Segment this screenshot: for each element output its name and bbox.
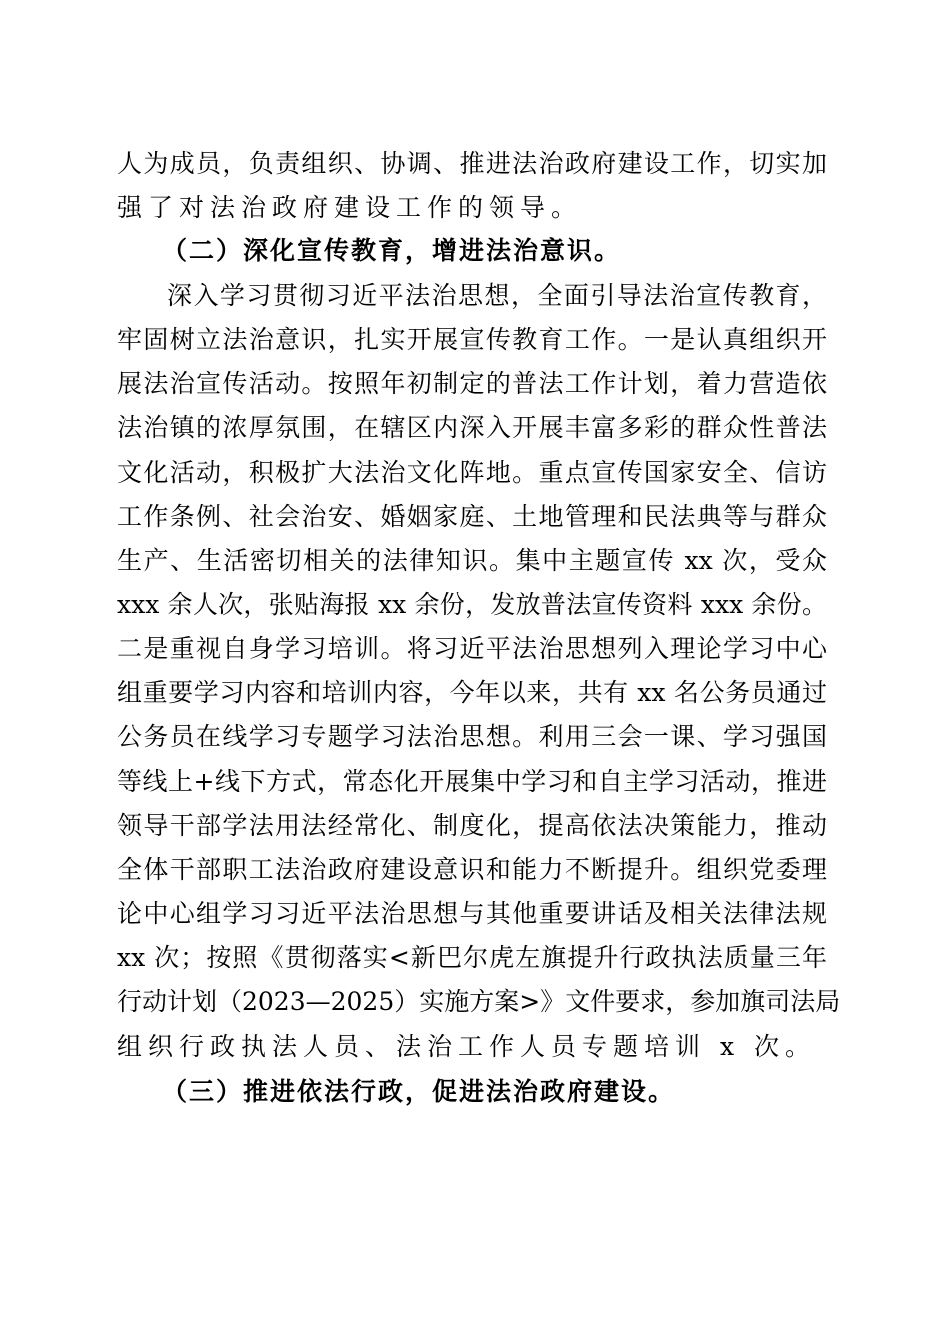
body-text-line: 行动计划（2023—2025）实施方案>》文件要求，参加旗司法局 [117,987,841,1016]
body-text-line: 生产、生活密切相关的法律知识。集中主题宣传 xx 次，受众 [117,546,827,575]
body-text-line: 全体干部职工法治政府建设意识和能力不断提升。组织党委理 [117,855,827,884]
body-text-line: 等线上+线下方式，常态化开展集中学习和自主学习活动，推进 [117,767,827,796]
body-text-line: xxx 余人次，张贴海报 xx 余份，发放普法宣传资料 xxx 余份。 [117,590,827,619]
body-text-line: xx 次；按照《贯彻落实<新巴尔虎左旗提升行政执法质量三年 [117,943,827,972]
body-text-line: 领导干部学法用法经常化、制度化，提高依法决策能力，推动 [117,811,827,840]
body-text-line: 人为成员，负责组织、协调、推进法治政府建设工作，切实加 [117,149,827,178]
section-heading-2: （二）深化宣传教育，增进法治意识。 [162,236,622,265]
body-text-line: 公务员在线学习专题学习法治思想。利用三会一课、学习强国 [117,722,827,751]
body-text-line: 强了对法治政府建设工作的领导。 [117,193,583,222]
body-text-line: 法治镇的浓厚氛围，在辖区内深入开展丰富多彩的群众性普法 [117,413,827,442]
body-text-line: 深入学习贯彻习近平法治思想，全面引导法治宣传教育， [167,281,827,310]
section-heading-3: （三）推进依法行政，促进法治政府建设。 [162,1077,676,1106]
body-text-line: 工作条例、社会治安、婚姻家庭、土地管理和民法典等与群众 [117,502,827,531]
body-text-line: 文化活动，积极扩大法治文化阵地。重点宣传国家安全、信访 [117,458,827,487]
body-text-line: 组重要学习内容和培训内容，今年以来，共有 xx 名公务员通过 [117,678,827,707]
body-text-line: 论中心组学习习近平法治思想与其他重要讲话及相关法律法规 [117,899,827,928]
body-text-line: 组织行政执法人员、法治工作人员专题培训 x 次。 [117,1032,816,1061]
body-text-line: 展法治宣传活动。按照年初制定的普法工作计划，着力营造依 [117,369,827,398]
body-text-line: 牢固树立法治意识，扎实开展宣传教育工作。一是认真组织开 [117,325,827,354]
body-text-line: 二是重视自身学习培训。将习近平法治思想列入理论学习中心 [117,634,827,663]
